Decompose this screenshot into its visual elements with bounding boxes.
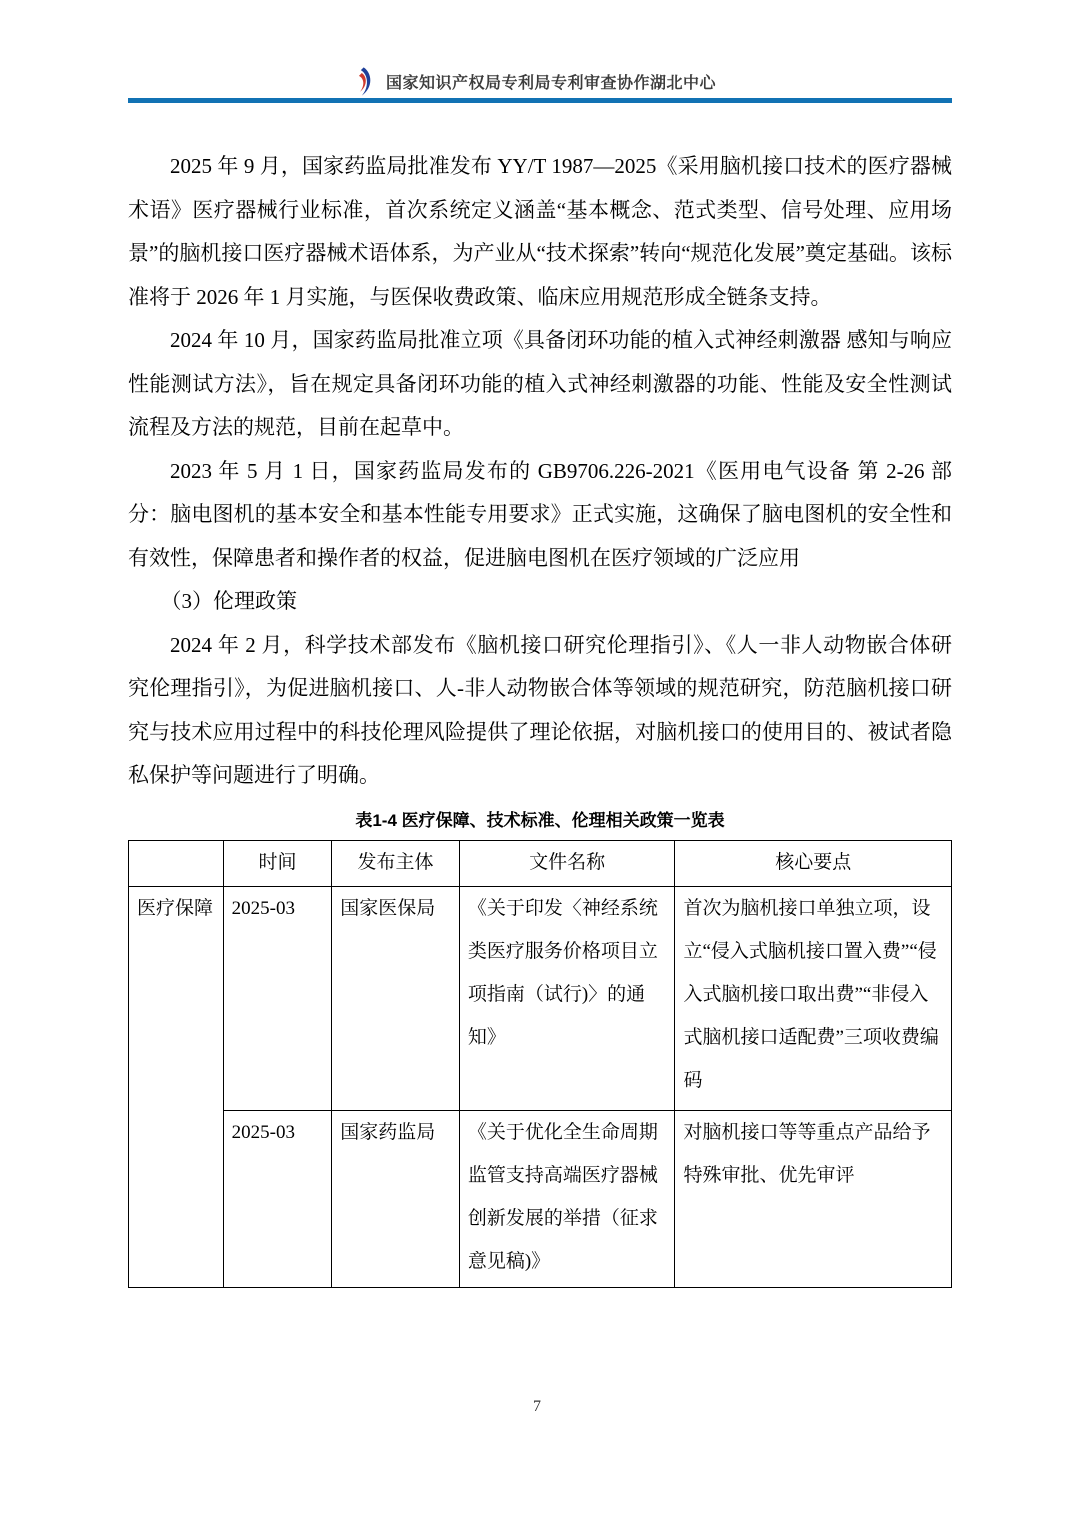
cell-time: 2025-03 <box>223 886 332 1110</box>
paragraph-yyt-standard: 2025 年 9 月，国家药监局批准发布 YY/T 1987—2025《采用脑机接口技术的医疗器械术语》医疗器械行业标准，首次系统定义涵盖“基本概念、范式类型、信号处理、应用场景”的脑机接口医疗器械术语体系，为产业从“技术探索”转向“规范化发展”奠定基础。该标准将于 2026 年 1 月实施，与医保收费政策、临床应用规范形成全链条支持。 <box>128 154 952 309</box>
cell-time: 2025-03 <box>223 1110 332 1287</box>
cell-category: 医疗保障 <box>129 886 224 1287</box>
table-row <box>129 886 952 1110</box>
page-number: 7 <box>533 1398 541 1415</box>
header-row <box>0 0 1074 96</box>
col-header-document: 文件名称 <box>459 840 675 886</box>
table-row <box>129 1110 952 1287</box>
paragraph-nmpa-project: 2024 年 10 月，国家药监局批准立项《具备闭环功能的植入式神经刺激器 感知与响应性能测试方法》，旨在规定具备闭环功能的植入式神经刺激器的功能、性能及安全性测试流程及方法的规范，目前在起草中。 <box>128 328 952 439</box>
cell-issuer: 国家药监局 <box>332 1110 460 1287</box>
col-header-issuer: 发布主体 <box>332 840 460 886</box>
cell-issuer: 国家医保局 <box>332 886 460 1110</box>
policy-table <box>128 840 952 1288</box>
cell-document: 《关于优化全生命周期监管支持高端医疗器械创新发展的举措（征求意见稿)》 <box>459 1110 675 1287</box>
subheading-ethics-policy: （3）伦理政策 <box>160 589 298 613</box>
col-header-time: 时间 <box>223 840 332 886</box>
page-header <box>0 0 1074 103</box>
col-header-key-points: 核心要点 <box>675 840 952 886</box>
table-header-row <box>129 840 952 886</box>
cell-key-points: 对脑机接口等等重点产品给予特殊审批、优先审评 <box>675 1110 952 1287</box>
org-title: 国家知识产权局专利局专利审查协作湖北中心 <box>385 74 716 92</box>
org-logo-icon <box>358 67 375 96</box>
cell-document: 《关于印发〈神经系统类医疗服务价格项目立项指南（试行)〉的通知》 <box>459 886 675 1110</box>
paragraph-gb9706: 2023 年 5 月 1 日，国家药监局发布的 GB9706.226-2021《医用电气设备 第 2-26 部分：脑电图机的基本安全和基本性能专用要求》正式实施，这确保了脑电图机的安全性和有效性，保障患者和操作者的权益，促进脑电图机在医疗领域的广泛应用 <box>128 458 952 570</box>
table-title: 表1-4 医疗保障、技术标准、伦理相关政策一览表 <box>355 810 725 830</box>
cell-key-points: 首次为脑机接口单独立项，设立“侵入式脑机接口置入费”“侵入式脑机接口取出费”“非侵入式脑机接口适配费”三项收费编码 <box>675 886 952 1110</box>
paragraph-ethics-guidelines: 2024 年 2 月，科学技术部发布《脑机接口研究伦理指引》、《人一非人动物嵌合体研究伦理指引》，为促进脑机接口、人-非人动物嵌合体等领域的规范研究，防范脑机接口研究与技术应用过程中的科技伦理风险提供了理论依据，对脑机接口的使用目的、被试者隐私保护等问题进行了明确。 <box>128 632 952 787</box>
document-body <box>128 103 952 1288</box>
col-header-category <box>129 840 224 886</box>
